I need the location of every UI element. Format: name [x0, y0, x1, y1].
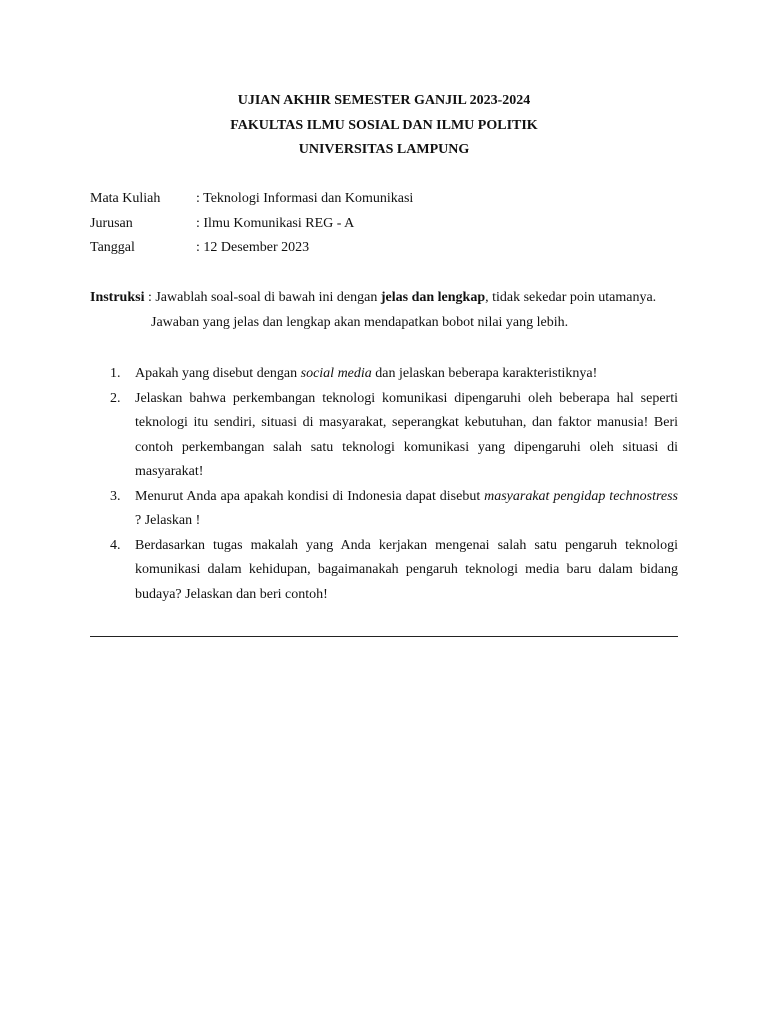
question-number: 2. [110, 390, 121, 406]
instructions-line-1 [90, 285, 690, 310]
date-value: : 12 Desember 2023 [196, 240, 310, 255]
faculty-name: FAKULTAS ILMU SOSIAL DAN ILMU POLITIK [230, 117, 538, 133]
course-label: Mata Kuliah [90, 191, 161, 206]
date-label: Tanggal [90, 240, 135, 255]
instructions-rest: , tidak sekedar poin utamanya. [485, 290, 657, 305]
exam-title: UJIAN AKHIR SEMESTER GANJIL 2023-2024 [237, 93, 531, 108]
exam-header [0, 89, 768, 163]
question-item [90, 387, 678, 485]
instructions-label: Instruksi [90, 290, 145, 305]
question-item [90, 485, 678, 534]
divider-line [90, 636, 678, 637]
info-row-course [90, 187, 413, 212]
info-row-major [90, 212, 413, 237]
question-number: 1. [110, 366, 121, 381]
question-item [90, 362, 678, 387]
question-italic-term: masyarakat pengidap technostress [484, 488, 679, 504]
university-name: UNIVERSITAS LAMPUNG [298, 142, 470, 157]
question-item [90, 534, 678, 608]
question-text: Berdasarkan tugas makalah yang Anda kerjakan mengenai salah satu pengaruh teknologi komunikasi dalam kehidupan, bagaimanakah pengaruh teknologi media baru dalam bidang budaya? Jelaskan dan beri contoh! [135, 537, 678, 602]
question-number: 3. [110, 488, 121, 504]
question-text: Apakah yang disebut dengan social media dan jelaskan beberapa karakteristiknya! [135, 366, 598, 381]
instructions [90, 285, 690, 335]
course-value: : Teknologi Informasi dan Komunikasi [196, 191, 414, 206]
exam-info [90, 187, 413, 261]
question-number: 4. [110, 537, 121, 553]
question-italic-term: social media [300, 366, 372, 381]
instructions-line-2: Jawaban yang jelas dan lengkap akan mendapatkan bobot nilai yang lebih. [151, 315, 569, 330]
instructions-emphasis: jelas dan lengkap [380, 290, 486, 305]
question-list [90, 362, 678, 607]
info-row-date [90, 236, 413, 261]
question-text: Menurut Anda apa apakah kondisi di Indonesia dapat disebut masyarakat pengidap technostress ? Jelaskan ! [135, 488, 679, 528]
instructions-text: : Jawablah soal-soal di bawah ini dengan [144, 290, 381, 305]
question-text: Jelaskan bahwa perkembangan teknologi komunikasi dipengaruhi oleh beberapa hal seperti teknologi itu sendiri, situasi di masyarakat, seperangkat kebutuhan, dan faktor manusia! Beri contoh perkembangan salah satu teknologi komunikasi yang dipengaruhi oleh situasi di masyarakat! [135, 390, 678, 479]
major-label: Jurusan [90, 215, 133, 231]
major-value: : Ilmu Komunikasi REG - A [196, 215, 355, 231]
